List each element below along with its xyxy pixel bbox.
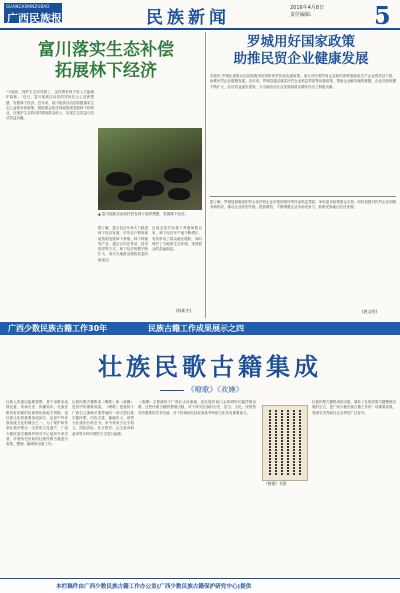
- subtitle-rule: [160, 390, 184, 391]
- photo-caption: ▲ 富川瑶族自治县村民在林下放养黑猪，发展林下经济。: [98, 212, 189, 216]
- black-pig: [168, 188, 190, 200]
- feature-col3: 《欢㛦》主要流传于广西红水河流域，是壮族民间口头传唱的长篇抒情诗歌。这些民歌古籍的整理出版，对于研究壮族的历史、语言、文化、民俗等具有重要的学术价值，对于传承和弘扬壮族优秀传统文化具有重要意义。: [138, 400, 256, 415]
- logo-pinyin: GUANGXIMINZUBAO: [6, 4, 50, 9]
- right-article-col1: 本报讯 罗城仫佬族自治县积极用好国家民贸民品优惠政策，加大对民族贸易企业和民族特需商品生产企业的扶持力度，助推民贸企业健康发展。近年来，罗城县通过落实民贸企业贴息贷款等优惠政策，帮助企业解决融资难题，企业经营规模不断扩大，经济效益逐步提高，为当地经济社会发展和群众增收作出了积极贡献。: [210, 74, 396, 89]
- feature-col4: 壮族民歌古籍集成的出版，填补了壮族民歌古籍整理出版的空白，是广西少数民族古籍工作的一项重要成果，受到学术界和社会各界的广泛好评。: [312, 400, 396, 415]
- footer-note: [0, 578, 400, 593]
- script-column: [293, 410, 295, 476]
- feature-subtitle: 《嘹歌》《欢㛦》: [187, 385, 244, 394]
- left-headline-line1: 富川落实生态补偿: [38, 40, 174, 60]
- footer-text: 本栏稿件由广西少数民族古籍工作办公室(广西少数民族古籍保护研究中心)提供: [56, 584, 252, 590]
- black-pig: [164, 168, 192, 183]
- editor-line: 责任编辑:: [290, 12, 312, 18]
- black-pig: [106, 172, 132, 186]
- paragraph-divider: [210, 196, 396, 197]
- script-column: [299, 410, 301, 476]
- left-headline: [16, 40, 196, 82]
- ancient-book-image: [262, 405, 308, 481]
- banner-right: 民族古籍工作成果展示之四: [148, 324, 244, 333]
- image-caption: 《嘹歌》书影: [264, 481, 287, 486]
- feature-col1: 壮族人民素以能歌善唱，善于用歌来表情达意，传承历史、传播知识。壮族民歌具有浓郁的民族特色和地方风格，是壮族文化的重要组成部分，也是中华民族传统文化的瑰宝之一。为了保护和传承壮族民歌这一宝贵的文化遗产，广西少数民族古籍保护研究中心组织专家学者，对流传在民间的壮族民歌古籍进行收集、整理、翻译和出版工作。: [6, 400, 68, 447]
- left-article-col3: 目前全县共有林下养殖场数百家，林下经济年产值不断增长，有效带动了群众就业增收，同时保护了当地的生态环境，受到群众的普遍欢迎。: [152, 226, 202, 252]
- date-line: 2016年4月8日: [290, 5, 325, 11]
- section-title: 民族新闻: [146, 8, 230, 28]
- column-divider: [205, 32, 206, 318]
- right-headline: [206, 34, 396, 68]
- date-block: [290, 5, 324, 19]
- section-banner: [0, 322, 400, 335]
- right-article-author: (唐文明): [362, 309, 378, 314]
- script-column: [269, 410, 271, 476]
- right-headline-line2: 助推民贸企业健康发展: [233, 51, 369, 67]
- left-headline-line2: 拓展林下经济: [55, 61, 157, 81]
- feature-title: 壮族民歌古籍集成: [98, 352, 322, 381]
- script-column: [281, 410, 283, 476]
- left-article-author: (陈新杰): [176, 308, 192, 313]
- page-number: 5: [374, 1, 391, 30]
- feature-subtitle-wrap: [160, 384, 243, 395]
- left-article-col1: "不能砍，保护生态有奖励了，这样既有林下收入又能保护森林。"近日，富川瑶族自治县的村民在山上放养黑猪，发展林下经济。近年来，富川瑶族自治县积极落实生态公益林补偿政策，鼓励群众依托林地资源发展林下种养业，在保护生态的同时增加群众收入，实现生态效益与经济效益双赢。: [6, 90, 94, 121]
- left-article-col2: 据了解，富川县近年来大力推进林下经济发展，引导农户利用林地资源发展林下养殖、林下种植等产业，通过合作社带动、技术指导等方式，林下经济规模不断扩大，成为当地群众增收致富的新途径。: [98, 226, 148, 262]
- newspaper-logo: [4, 3, 62, 23]
- black-pig: [118, 190, 142, 202]
- feature-col2: 壮族民歌古籍集成《嘹歌》和《欢㛦》是其中的重要成果。《嘹歌》是流传于广西右江流域平果等地的一部大型壮族长篇民歌，内容丰富，篇幅宏大，被誉为壮族的百科全书。该书采用古壮字原文、国际音标、壮文拼音、汉文直译和意译等多种对照的方式进行编排。: [72, 400, 134, 436]
- right-article-col2: 据了解，罗城县积极组织符合条件的企业申报国家民贸民品贴息贷款，争取更多政策资金支持。同时加强对民贸企业的服务和指导，推动企业转型升级、提质增效，不断增强企业市场竞争力，助推民族地区经济发展。: [210, 200, 396, 210]
- banner-left: 广西少数民族古籍工作30年: [8, 324, 108, 333]
- pig-farm-photo: [98, 128, 202, 210]
- right-headline-line1: 罗城用好国家政策: [247, 34, 355, 50]
- script-column: [275, 410, 277, 476]
- script-column: [287, 410, 289, 476]
- logo-name: 广西民族报: [7, 12, 62, 25]
